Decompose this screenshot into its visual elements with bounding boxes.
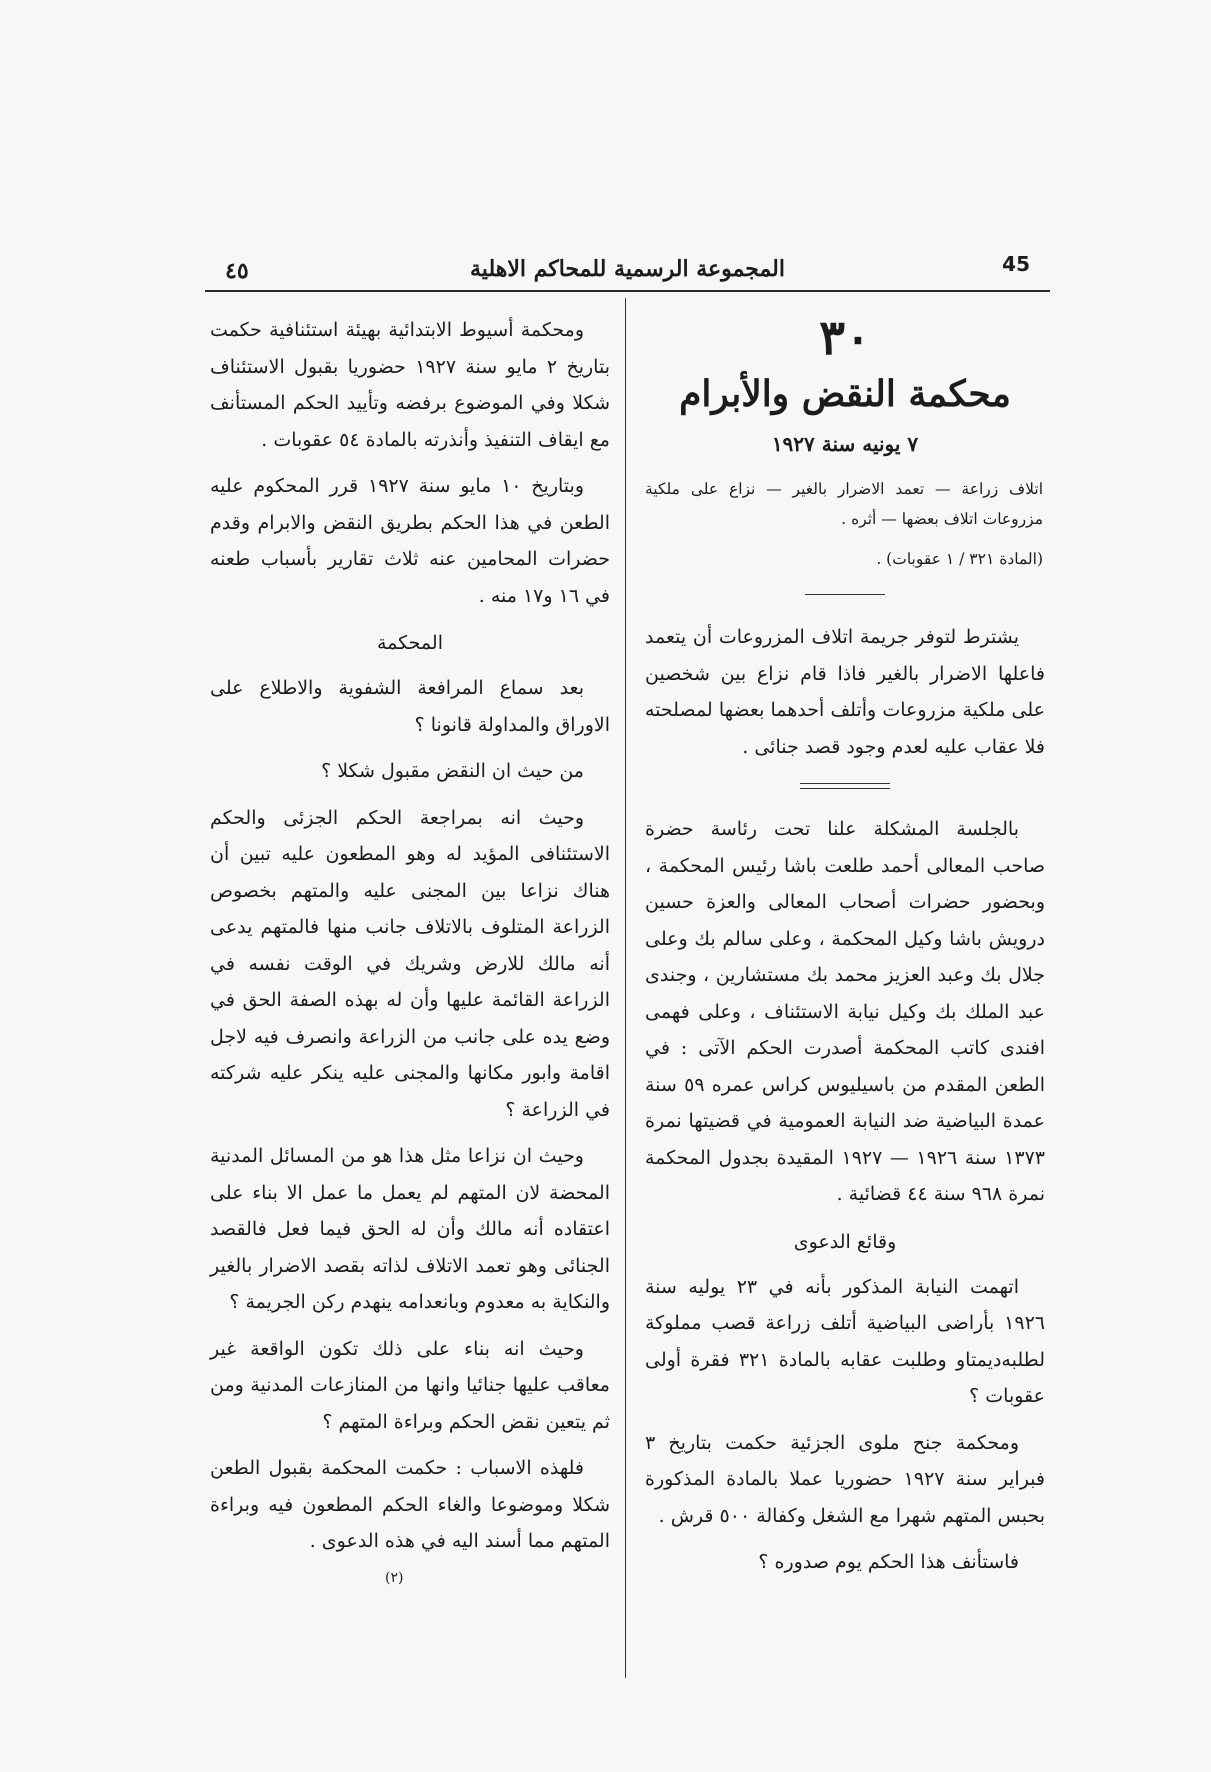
facts-heading: وقائع الدعوى xyxy=(793,1230,897,1253)
case-keywords: اتلاف زراعة — تعمد الاضرار بالغير — نزاع على ملكية مزروعات اتلاف بعضها — أثره . xyxy=(645,480,1043,528)
reasoning-paragraph: وحيث انه بمراجعة الحكم الجزئى والحكم الاستئنافى المؤيد له وهو المطعون عليه تبين أن هناك نزاعا بين المجنى عليه والمتهم بخصوص الزراعة المتلوف بالاتلاف جانب منها فالمتهم يدعى أنه مالك للارض وشريك في الوقت نفسه في الزراعة القائمة عليها وأن له بهذه الصفة الحق في وضع يده على جانب من الزراعة وانصرف فيه لاجل اقامة وابور مكانها والمجنى عليه ينكر عليه شركته في الزراعة ؟ xyxy=(210,806,610,1121)
left-column xyxy=(210,312,610,1570)
bench-composition: بالجلسة المشكلة علنا تحت رئاسة حضرة صاحب المعالى أحمد طلعت باشا رئيس المحكمة ، وبحضور حضرات أصحاب المعالى والعزة حسين درويش باشا وكيل المحكمة ، وعلى سالم بك وعلى جلال بك وعبد العزيز محمد بك مستشارين ، وجندى عبد الملك بك وكيل نيابة الاستئناف ، وعلى فهمى افندى كاتب المحكمة أصدرت الحكم الآتى : في الطعن المقدم من باسيليوس كراس عمره ٥٩ سنة عمدة البياضية ضد النيابة العمومية في قضيتها نمرة ١٣٧٣ سنة ١٩٢٦ — ١٩٢٧ المقيدة بجدول المحكمة نمرة ٩٦٨ سنة ٤٤ قضائية . xyxy=(645,818,1045,1205)
reasoning-paragraph: بعد سماع المرافعة الشفوية والاطلاع على الاوراق والمداولة قانونا ؟ xyxy=(210,677,610,736)
column-divider xyxy=(625,298,626,1678)
facts-paragraph: ومحكمة جنح ملوى الجزئية حكمت بتاريخ ٣ فبراير سنة ١٩٢٧ حضوريا عملا بالمادة المذكورة بحبس المتهم شهرا مع الشغل وكفالة ٥٠٠ قرش . xyxy=(645,1431,1045,1527)
double-rule xyxy=(800,783,890,789)
reasoning-paragraph: وحيث انه بناء على ذلك تكون الواقعة غير معاقب عليها جنائيا وانها من المنازعات المدنية ومن ثم يتعين نقض الحكم وبراءة المتهم ؟ xyxy=(210,1337,610,1433)
right-column xyxy=(645,308,1045,1591)
running-title: المجموعة الرسمية للمحاكم الاهلية xyxy=(470,256,785,282)
folio-mark: (٢) xyxy=(385,1570,404,1586)
reasoning-paragraph: من حيث ان النقض مقبول شكلا ؟ xyxy=(321,760,584,782)
court-name: محكمة النقض والأبرام xyxy=(679,373,1011,415)
reasoning-paragraph: وحيث ان نزاعا مثل هذا هو من المسائل المدنية المحضة لان المتهم لم يعمل ما عمل الا بناء على اعتقاده أنه مالك وأن له الحق فيما فعل فالقصد الجنائى وهو تعمد الاتلاف لذاته بقصد الاضرار بالغير والنكاية به معدوم وبانعدامه ينهدم ركن الجريمة ؟ xyxy=(210,1145,610,1313)
legal-principle: يشترط لتوفر جريمة اتلاف المزروعات أن يتعمد فاعلها الاضرار بالغير فاذا قام نزاع بين شخصين على ملكية مزروعات وأتلف أحدهما بعضها لمصلحته فلا عقاب عليه لعدم وجود قصد جنائى . xyxy=(645,626,1045,758)
case-date: ٧ يونيه سنة ١٩٢٧ xyxy=(771,432,919,456)
article-reference: (المادة ٣٢١ / ١ عقوبات) . xyxy=(876,550,1043,568)
page-number-arabic: ٤٥ xyxy=(225,258,249,284)
intro-paragraph: ومحكمة أسيوط الابتدائية بهيئة استئنافية حكمت بتاريخ ٢ مايو سنة ١٩٢٧ حضوريا بقبول الاستئناف شكلا وفي الموضوع برفضه وتأييد الحكم المستأنف مع ايقاف التنفيذ وأنذرته بالمادة ٥٤ عقوبات . xyxy=(210,319,610,451)
facts-paragraph: فاستأنف هذا الحكم يوم صدوره ؟ xyxy=(758,1551,1019,1573)
page-number-latin: 45 xyxy=(1002,252,1030,276)
section-rule xyxy=(805,594,885,595)
facts-paragraph: اتهمت النيابة المذكور بأنه في ٢٣ يوليه سنة ١٩٢٦ بأراضى البياضية أتلف زراعة قصب مملوكة لطلبه‌ديمتاو وطلبت عقابه بالمادة ٣٢١ فقرة أولى عقوبات ؟ xyxy=(645,1275,1045,1407)
court-heading: المحكمة xyxy=(377,632,443,654)
reasoning-paragraph: فلهذه الاسباب : حكمت المحكمة بقبول الطعن شكلا وموضوعا والغاء الحكم المطعون فيه وبراءة المتهم مما أسند اليه في هذه الدعوى . xyxy=(210,1457,610,1552)
intro-paragraph: وبتاريخ ١٠ مايو سنة ١٩٢٧ قرر المحكوم عليه الطعن في هذا الحكم بطريق النقض والابرام وقدم حضرات المحامين عنه ثلاث تقارير بأسباب طعنه في ١٦ و١٧ منه . xyxy=(210,475,610,607)
page-header xyxy=(205,250,1050,292)
case-number: ٣٠ xyxy=(819,310,871,366)
